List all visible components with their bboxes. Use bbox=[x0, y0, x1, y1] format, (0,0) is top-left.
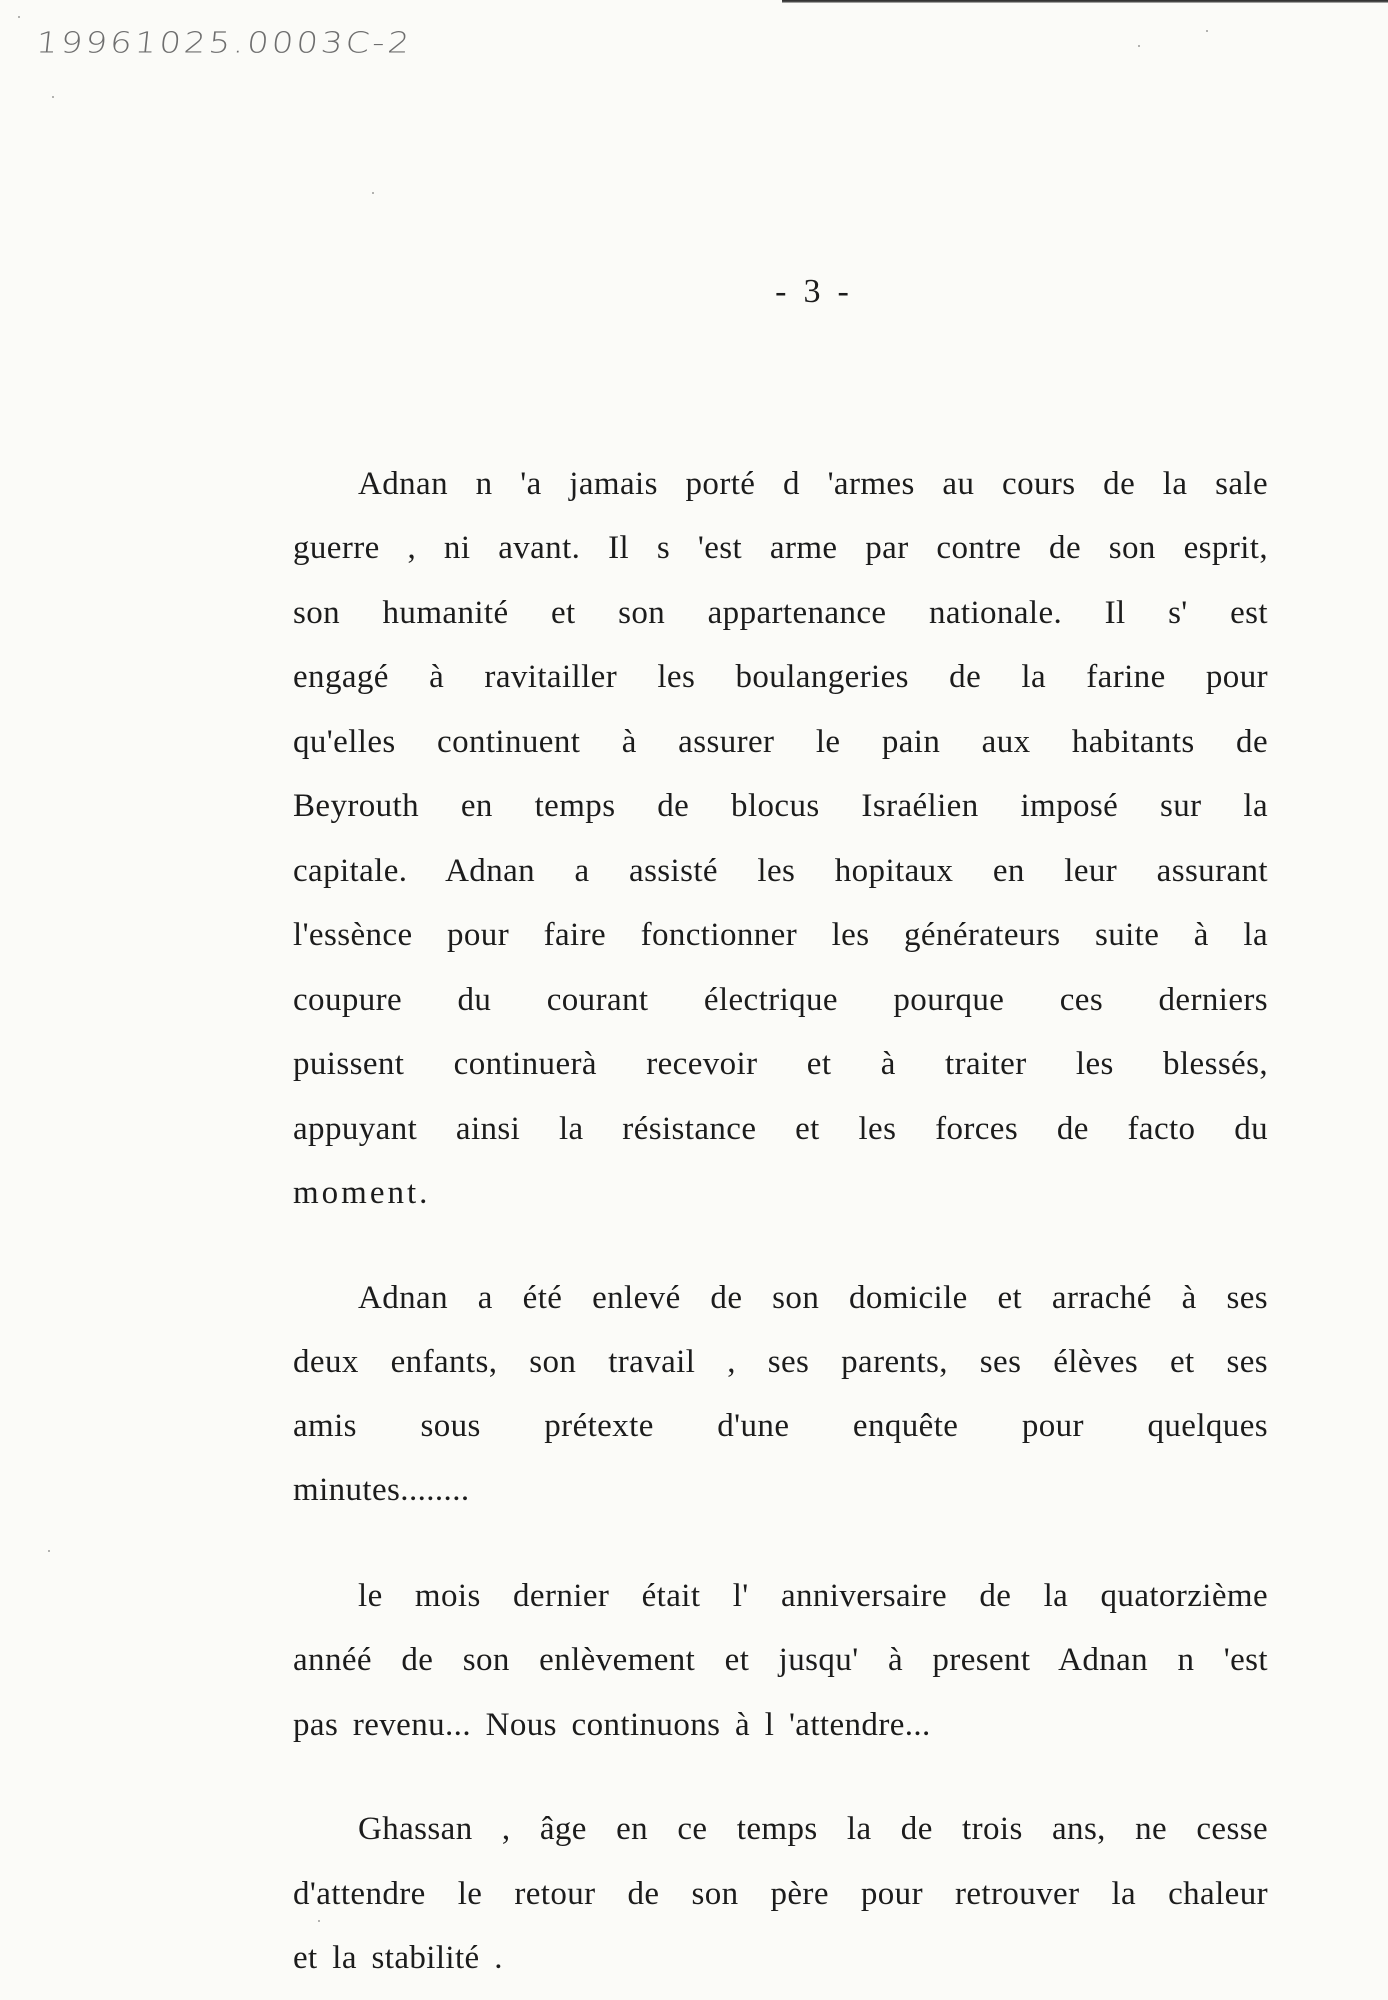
text-line: guerre , ni avant. Il s 'est arme par contre de son esprit, bbox=[293, 530, 1268, 566]
text-line: amis sous prétexte d'une enquête pour quelques bbox=[293, 1408, 1268, 1444]
scan-speck bbox=[52, 96, 54, 98]
scan-speck bbox=[1206, 30, 1208, 32]
handwritten-reference-note: 19961025.0003C-2 bbox=[34, 26, 415, 60]
scan-speck bbox=[48, 1550, 50, 1552]
scan-top-edge-shadow bbox=[782, 0, 1388, 3]
text-line: le mois dernier était l' anniversaire de la quatorzième bbox=[358, 1578, 1268, 1614]
text-line: appuyant ainsi la résistance et les forces de facto du bbox=[293, 1111, 1268, 1147]
text-line: deux enfants, son travail , ses parents, ses élèves et ses bbox=[293, 1344, 1268, 1380]
scan-speck bbox=[1138, 45, 1140, 47]
text-line: Adnan n 'a jamais porté d 'armes au cours de la sale bbox=[358, 466, 1268, 502]
text-line: coupure du courant électrique pourque ces derniers bbox=[293, 982, 1268, 1018]
text-line: minutes........ bbox=[293, 1472, 470, 1508]
text-line: capitale. Adnan a assisté les hopitaux en leur assurant bbox=[293, 853, 1268, 889]
text-line: et la stabilité . bbox=[293, 1940, 503, 1976]
scan-speck bbox=[318, 1920, 320, 1922]
text-line: Ghassan , âge en ce temps la de trois ans, ne cesse bbox=[358, 1811, 1268, 1847]
page-number: - 3 - bbox=[775, 273, 849, 310]
text-line: qu'elles continuent à assurer le pain aux habitants de bbox=[293, 724, 1268, 760]
text-line: son humanité et son appartenance nationale. Il s' est bbox=[293, 595, 1268, 631]
text-line: puissent continuerà recevoir et à traiter les blessés, bbox=[293, 1046, 1268, 1082]
text-line: d'attendre le retour de son père pour retrouver la chaleur bbox=[293, 1876, 1268, 1912]
text-line: annéé de son enlèvement et jusqu' à present Adnan n 'est bbox=[293, 1642, 1268, 1678]
scan-speck bbox=[372, 192, 374, 194]
text-line: l'essènce pour faire fonctionner les générateurs suite à la bbox=[293, 917, 1268, 953]
text-line: moment. bbox=[293, 1175, 431, 1211]
text-line: Beyrouth en temps de blocus Israélien imposé sur la bbox=[293, 788, 1268, 824]
text-line: engagé à ravitailler les boulangeries de la farine pour bbox=[293, 659, 1268, 695]
scan-speck bbox=[18, 16, 20, 18]
text-line: Adnan a été enlevé de son domicile et arraché à ses bbox=[358, 1280, 1268, 1316]
text-line: pas revenu... Nous continuons à l 'attendre... bbox=[293, 1707, 931, 1743]
